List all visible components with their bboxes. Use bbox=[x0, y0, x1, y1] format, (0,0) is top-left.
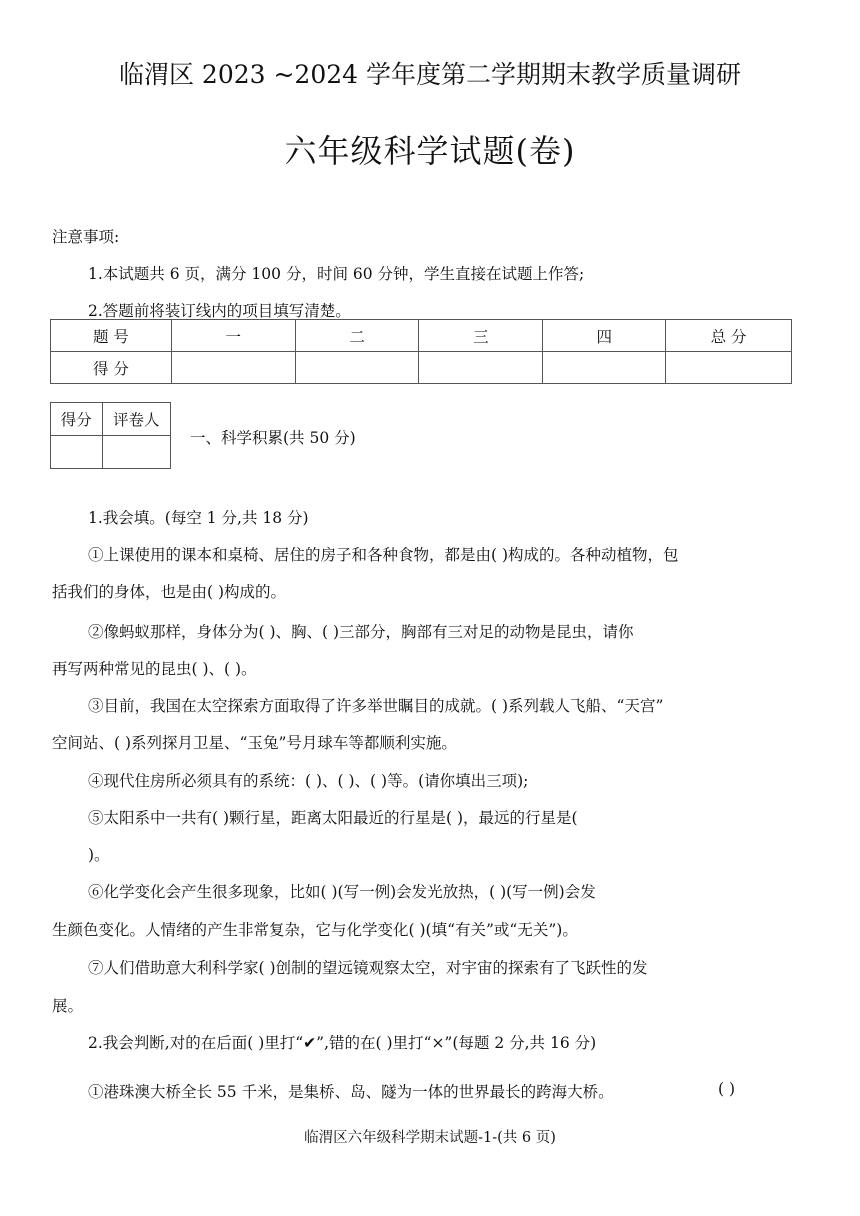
question-line: 括我们的身体，也是由( )构成的。 bbox=[52, 583, 287, 601]
question-line: ①上课使用的课本和桌椅、居住的房子和各种食物，都是由( )构成的。各种动植物，包 bbox=[88, 546, 679, 564]
judgement-answer-paren: ( ) bbox=[718, 1080, 736, 1098]
question-line: 生颜色变化。人情绪的产生非常复杂，它与化学变化( )(填“有关”或“无关”)。 bbox=[52, 921, 578, 939]
score-table-score-row bbox=[51, 352, 792, 384]
score-table-header-row bbox=[51, 320, 792, 352]
exam-subject-title: 六年级科学试题(卷) bbox=[284, 132, 576, 170]
score-table-header-cell: 四 bbox=[543, 320, 666, 352]
score-table-header-cell: 三 bbox=[419, 320, 543, 352]
score-cell bbox=[171, 352, 295, 384]
question-line: 展。 bbox=[52, 997, 84, 1015]
question-line: )。 bbox=[88, 846, 110, 864]
section-1-title: 一、科学积累(共 50 分) bbox=[190, 429, 356, 447]
score-table-header-cell: 一 bbox=[171, 320, 295, 352]
question-line: ⑤太阳系中一共有( )颗行星，距离太阳最近的行星是( )，最远的行星是( bbox=[88, 809, 578, 827]
question-line: 再写两种常见的昆虫( )、( )。 bbox=[52, 660, 257, 678]
exam-header-title: 临渭区 2023 ~2024 学年度第二学期期末教学质量调研 bbox=[118, 60, 742, 89]
grader-score-label: 得分 bbox=[51, 403, 103, 436]
notes-item-2: 2.答题前将装订线内的项目填写清楚。 bbox=[88, 302, 351, 320]
question-line: 空间站、( )系列探月卫星、“玉兔”号月球车等都顺利实施。 bbox=[52, 734, 457, 752]
judgement-item-1: ①港珠澳大桥全长 55 千米，是集桥、岛、隧为一体的世界最长的跨海大桥。 bbox=[88, 1083, 614, 1101]
score-table-header-cell: 二 bbox=[295, 320, 419, 352]
question-line: ④现代住房所必须具有的系统：( )、( )、( )等。(请你填出三项); bbox=[88, 772, 529, 790]
score-table bbox=[50, 319, 792, 384]
grader-name-label: 评卷人 bbox=[102, 403, 170, 436]
score-cell bbox=[666, 352, 792, 384]
grader-name-cell bbox=[102, 436, 170, 469]
score-cell bbox=[419, 352, 543, 384]
question-line: ⑦人们借助意大利科学家( )创制的望远镜观察太空，对宇宙的探索有了飞跃性的发 bbox=[88, 959, 648, 977]
page-footer: 临渭区六年级科学期末试题-1-(共 6 页) bbox=[304, 1130, 556, 1146]
score-cell bbox=[295, 352, 419, 384]
score-table-header-cell: 总 分 bbox=[666, 320, 792, 352]
question-line: ②像蚂蚁那样，身体分为( )、胸、( )三部分，胸部有三对足的动物是昆虫，请你 bbox=[88, 623, 634, 641]
question-2-title: 2.我会判断,对的在后面( )里打“✔”,错的在( )里打“×”(每题 2 分,共 16 分) bbox=[88, 1034, 597, 1052]
question-line: ③目前，我国在太空探索方面取得了许多举世瞩目的成就。( )系列载人飞船、“天宫” bbox=[88, 697, 664, 715]
grader-box bbox=[50, 402, 171, 469]
notes-heading: 注意事项: bbox=[52, 228, 120, 246]
score-table-header-cell: 题 号 bbox=[51, 320, 172, 352]
question-line: ⑥化学变化会产生很多现象，比如( )(写一例)会发光放热，( )(写一例)会发 bbox=[88, 883, 596, 901]
question-1-title: 1.我会填。(每空 1 分,共 18 分) bbox=[88, 509, 309, 527]
notes-item-1: 1.本试题共 6 页，满分 100 分，时间 60 分钟，学生直接在试题上作答; bbox=[88, 265, 585, 283]
score-cell bbox=[543, 352, 666, 384]
grader-score-cell bbox=[51, 436, 103, 469]
score-table-row-label: 得 分 bbox=[51, 352, 172, 384]
